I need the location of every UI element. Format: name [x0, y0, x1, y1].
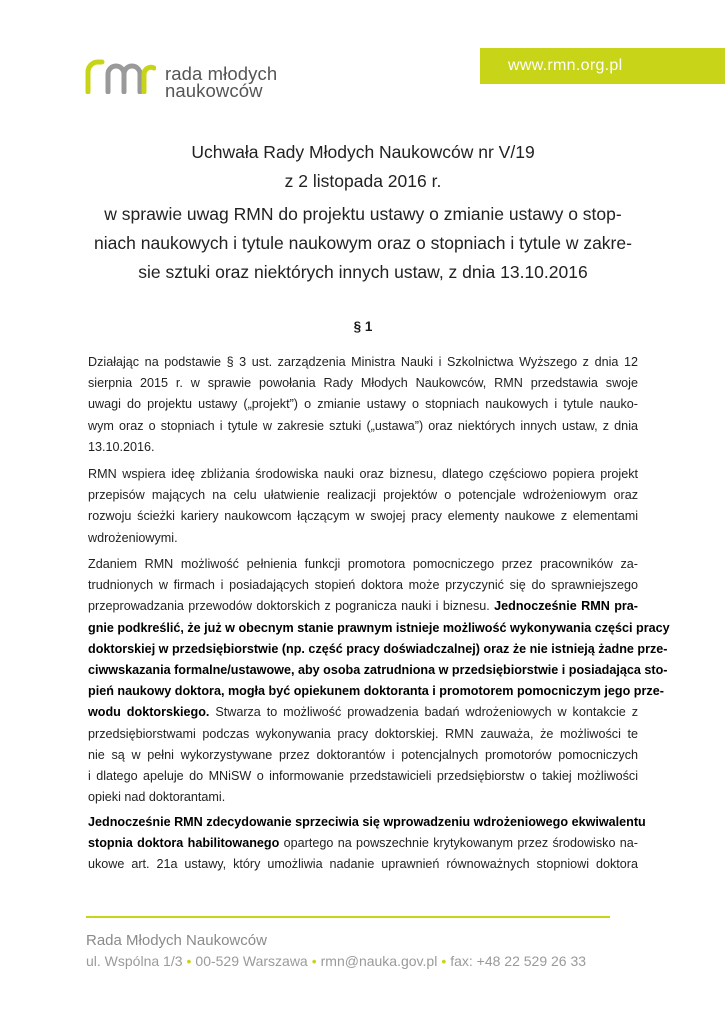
- logo-text: [165, 65, 277, 99]
- p2-line: RMN wspiera ideę zbliżania środowiska nauki oraz biznesu, dlatego częściowo popiera projekt: [88, 467, 638, 481]
- p3-highlight-end: wodu doktorskiego.: [88, 705, 210, 720]
- resolution-title: [88, 138, 638, 196]
- p3-line: [88, 702, 638, 723]
- p1-line: wym oraz o stopniach i tytule w zakresie sztuki („ustawa”) oraz niektórych innych ustaw, z dnia: [88, 418, 638, 433]
- title-date: z 2 listopada 2016 r.: [284, 171, 442, 191]
- p3-line: Zdaniem RMN możliwość pełnienia funkcji promotora pomocniczego przez pracowników za-: [88, 557, 638, 571]
- p3-line: i dlatego apeluje do MNiSW o informowanie przedstawicieli przedsiębiorstw o takiej możliwości: [88, 768, 638, 783]
- p1-line: uwagi do projektu ustawy („projekt”) o zmianie ustawy o stopniach naukowych i tytule nauko-: [88, 397, 638, 412]
- bullet-icon: •: [186, 953, 192, 969]
- p3-highlight-line: gnie podkreślić, że już w obecnym stanie prawnym istnieje możliwość wykonywania części pracy: [88, 620, 670, 635]
- website-url-banner[interactable]: www.rmn.org.pl: [480, 48, 725, 84]
- subject-line-3: sie sztuki oraz niektórych innych ustaw, z dnia 13.10.2016: [138, 262, 588, 282]
- paragraph-4: [88, 812, 646, 876]
- footer-organization-name: Rada Młodych Naukowców: [86, 932, 267, 949]
- p4-line: [88, 833, 638, 854]
- p4-highlight-line: Jednocześnie RMN zdecydowanie sprzeciwia się wprowadzeniu wdrożeniowego ekwiwalentu: [88, 815, 646, 829]
- footer-email[interactable]: rmn@nauka.gov.pl: [320, 953, 438, 969]
- section-mark: § 1: [353, 319, 373, 334]
- logo-line-1: rada młodych: [165, 63, 278, 84]
- p2-line: przepisów mających na celu ułatwienie realizacji projektów o potencjale wdrożeniowym oraz: [88, 488, 638, 503]
- title-line-1: Uchwała Rady Młodych Naukowców nr V/19: [191, 142, 535, 162]
- paragraph-3: [88, 554, 670, 808]
- p3-highlight-line: doktorskiej w przedsiębiorstwie (np. część pracy doświadczalnej) oraz że nie istnieją żadne prze-: [88, 641, 668, 656]
- paragraph-1: [88, 352, 638, 458]
- p3-line: opieki nad doktorantami.: [88, 790, 226, 805]
- p2-line: wdrożeniowymi.: [88, 530, 178, 545]
- footer-divider: [86, 916, 610, 918]
- p3-highlight-start: Jednocześnie RMN pra-: [494, 599, 639, 614]
- p4-line: ukowe art. 21a ustawy, który umożliwia nadanie uprawnień równoważnych stopniowi doktora: [88, 857, 638, 872]
- p4-line-2-text: opartego na powszechnie krytykowanym przez środowisko na-: [279, 836, 638, 851]
- paragraph-2: [88, 464, 638, 549]
- p4-highlight-end: stopnia doktora habilitowanego: [88, 836, 280, 851]
- footer-fax: fax: +48 22 529 26 33: [450, 953, 587, 969]
- p3-line: [88, 596, 638, 617]
- p1-line: Działając na podstawie § 3 ust. zarządzenia Ministra Nauki i Szkolnictwa Wyższego z dnia 12: [88, 355, 638, 369]
- subject-line-2: niach naukowych i tytule naukowym oraz o stopniach i tytule w zakre-: [94, 233, 632, 253]
- footer-address: ul. Wspólna 1/3: [86, 953, 183, 969]
- footer-contact-line: [86, 953, 586, 969]
- subject-line-1: w sprawie uwag RMN do projektu ustawy o zmianie ustawy o stop-: [104, 204, 622, 224]
- p3-line: nie są w pełni wykorzystywane przez doktorantów i potencjalnych promotorów pomocniczych: [88, 747, 638, 762]
- rmn-logo: [84, 58, 277, 99]
- p3-line-3-text: przeprowadzania przewodów doktorskich z pogranicza nauki i biznesu.: [88, 599, 495, 614]
- logo-line-2: naukowców: [165, 80, 263, 101]
- p1-line: 13.10.2016.: [88, 439, 155, 454]
- p1-line: sierpnia 2015 r. w sprawie powołania Rady Młodych Naukowców, RMN przedstawia swoje: [88, 376, 638, 391]
- p2-line: rozwoju ścieżki kariery naukowcom łączącym w swojej pracy elementy naukowe z elementami: [88, 509, 638, 524]
- bullet-icon: •: [441, 953, 447, 969]
- bullet-icon: •: [311, 953, 317, 969]
- resolution-subject: [88, 200, 638, 287]
- p3-line: trudnionych w firmach i posiadających stopień doktora może przyczynić się do sprawniejszego: [88, 578, 638, 593]
- p3-highlight-line: ciwwskazania formalne/ustawowe, aby osoba zatrudniona w przedsiębiorstwie i posiadająca sto-: [88, 662, 668, 677]
- p3-line-8-text: Stwarza to możliwość prowadzenia badań wdrożeniowych w kontakcie z: [209, 705, 638, 720]
- p3-highlight-line: pień naukowy doktora, mogła być opiekunem doktoranta i promotorem pomocniczym jego prze-: [88, 684, 664, 699]
- footer-postal: 00-529 Warszawa: [195, 953, 308, 969]
- p3-line: przedsiębiorstwami podczas wykonywania pracy doktorskiej. RMN zauważa, że możliwości te: [88, 726, 638, 741]
- rmn-logo-icon: [84, 58, 156, 94]
